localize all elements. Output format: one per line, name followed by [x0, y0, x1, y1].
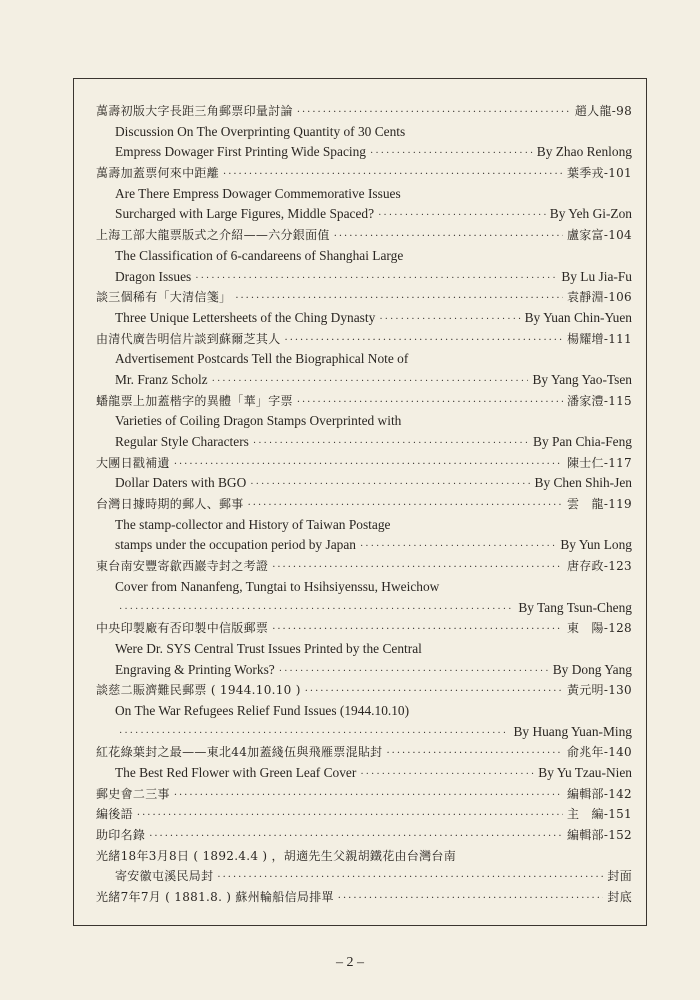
toc-entry-author: By Yang Yao-Tsen	[532, 371, 632, 387]
toc-english-line	[96, 308, 632, 329]
toc-entry-title: 中央印製廠有否印製中信版郵票	[96, 621, 269, 636]
toc-entry-title: On The War Refugees Relief Fund Issues (1944.10.10)	[115, 702, 410, 718]
toc-chinese-line	[96, 453, 632, 474]
toc-english-line	[96, 763, 632, 784]
toc-chinese-line	[96, 742, 632, 763]
toc-english-line	[96, 577, 632, 598]
toc-entry-author: By Yu Tzau-Nien	[538, 765, 632, 780]
toc-entry-author-page: 袁靜淵-106	[566, 290, 632, 305]
leader-dots	[285, 331, 563, 352]
toc-entry-title: 紅花綠葉封之最——東北44加蓋綫伍與飛雁票混貼封	[96, 745, 383, 760]
toc-entry-title: 談慈二賑濟難民郵票 ( 1944.10.10 )	[96, 683, 301, 698]
toc-chinese-line	[96, 804, 632, 825]
toc-entry-author-page: 封底	[607, 890, 632, 905]
leader-dots	[305, 682, 563, 703]
toc-entry-title: 東台南安豐寄歙西巖寺封之考證	[96, 559, 269, 574]
toc-entry-title: Cover from Nananfeng, Tungtai to Hsihsiyenssu, Hweichow	[115, 578, 440, 594]
toc-english-line	[96, 660, 632, 681]
toc-entry-author-page: 葉季戎-101	[566, 166, 632, 181]
leader-dots	[149, 827, 563, 848]
toc-chinese-line	[96, 225, 632, 246]
toc-entry-title: Three Unique Lettersheets of the Ching Dynasty	[115, 309, 376, 325]
leader-dots	[248, 496, 563, 517]
toc-english-line	[96, 432, 632, 453]
toc-entry-author-page: 楊耀增-111	[566, 331, 632, 346]
toc-entry-title: Are There Empress Dowager Commemorative Issues	[115, 185, 401, 201]
toc-english-line	[96, 204, 632, 225]
toc-english-line	[96, 122, 632, 143]
leader-dots	[297, 393, 563, 414]
toc-entry-title: 談三個稀有「大清信箋」	[96, 290, 232, 305]
toc-entry-title: 由清代廣告明信片談到蘇爾芝其人	[96, 331, 281, 346]
toc-entry-author-page: 陳士仁-117	[566, 455, 632, 470]
toc-entry-author-page: 東 陽-128	[566, 621, 632, 636]
toc-entry-author-page: 主 編-151	[566, 807, 632, 822]
toc-entry-title: stamps under the occupation period by Japan	[115, 537, 356, 553]
toc-entry-author-page: 編輯部-152	[566, 828, 632, 843]
toc-english-line	[96, 349, 632, 370]
toc-entry-author: By Yeh Gi-Zon	[549, 206, 632, 222]
toc-entry-author-page: 俞兆年-140	[566, 745, 632, 760]
leader-dots	[272, 558, 563, 579]
toc-english-line	[96, 142, 632, 163]
toc-entry-title: 蟠龍票上加蓋楷字的異體「華」字票	[96, 393, 293, 408]
toc-entry-author: By Pan Chia-Feng	[533, 434, 632, 449]
leader-dots	[386, 744, 562, 765]
toc-chinese-line	[96, 287, 632, 308]
toc-entry-author: By Chen Shih-Jen	[534, 475, 632, 491]
toc-entry-author: By Huang Yuan-Ming	[513, 723, 632, 739]
leader-dots	[379, 310, 520, 331]
toc-entry-author-page: 編輯部-142	[566, 786, 632, 801]
toc-english-line	[96, 473, 632, 494]
toc-entry-title: Mr. Franz Scholz	[115, 371, 208, 387]
leader-dots	[137, 806, 563, 827]
toc-entry-author-page: 封面	[607, 869, 632, 884]
toc-entry-author: By Zhao Renlong	[536, 144, 632, 160]
toc-entry-author: By Lu Jia-Fu	[561, 268, 632, 284]
leader-dots	[334, 227, 563, 248]
toc-chinese-line	[96, 163, 632, 184]
toc-chinese-line	[96, 556, 632, 577]
toc-entry-title: Surcharged with Large Figures, Middle Spaced?	[115, 206, 375, 222]
toc-entry-title: Engraving & Printing Works?	[115, 661, 275, 677]
toc-chinese-line	[96, 101, 632, 122]
leader-dots	[119, 600, 514, 621]
toc-english-line	[96, 184, 632, 205]
toc-entry-title: Were Dr. SYS Central Trust Issues Printed by the Central	[115, 640, 422, 656]
leader-dots	[212, 372, 529, 393]
toc-entry-title: 編後語	[96, 807, 133, 822]
toc-entry-title: Varieties of Coiling Dragon Stamps Overprinted with	[115, 413, 402, 429]
toc-entry-author-page: 潘家澧-115	[566, 393, 632, 408]
toc-chinese-line	[96, 784, 632, 805]
toc-entry-author: By Yuan Chin-Yuen	[524, 309, 632, 325]
toc-chinese-line	[96, 391, 632, 412]
toc-entry-title: 寄安徽屯溪民局封	[115, 869, 214, 884]
toc-entry-title: 萬壽加蓋票何來中距離	[96, 166, 220, 181]
leader-dots	[119, 724, 509, 745]
toc-entry-title: Dollar Daters with BGO	[115, 475, 247, 491]
page-number: – 2 –	[336, 955, 364, 970]
leader-dots	[235, 289, 563, 310]
leader-dots	[378, 206, 546, 227]
toc-entry-author-page: 趙人龍-98	[574, 104, 632, 118]
toc-entry-title: The stamp-collector and History of Taiwan Postage	[115, 516, 391, 532]
toc-english-line	[96, 701, 632, 722]
toc-entry-author: By Yun Long	[560, 537, 632, 553]
toc-entry-title: Advertisement Postcards Tell the Biographical Note of	[115, 351, 409, 367]
toc-chinese-line	[96, 329, 632, 350]
toc-entry-author: By Dong Yang	[552, 661, 632, 677]
contents-frame	[73, 78, 647, 926]
toc-entry-title: Dragon Issues	[115, 268, 192, 284]
leader-dots	[360, 765, 534, 786]
toc-entry-title: 光緒18年3月8日 ( 1892.4.4 ) ，胡適先生父親胡鐵花由台灣台南	[96, 848, 456, 863]
toc-entry-title: 上海工部大龍票版式之介紹——六分銀面值	[96, 228, 330, 243]
leader-dots	[253, 434, 529, 455]
toc-chinese-line	[96, 825, 632, 846]
leader-dots	[360, 537, 556, 558]
toc-entry-title: 萬壽初版大字長距三角郵票印量討論	[96, 104, 293, 118]
toc-english-line	[96, 598, 632, 619]
toc-chinese-line	[96, 846, 632, 867]
leader-dots	[338, 889, 604, 910]
toc-entry-title: The Best Red Flower with Green Leaf Cover	[115, 765, 357, 780]
toc-chinese-line	[96, 494, 632, 515]
toc-english-line	[96, 411, 632, 432]
leader-dots	[174, 786, 563, 807]
toc-english-line	[96, 639, 632, 660]
toc-english-line	[96, 722, 632, 743]
toc-entry-title: 光緒7年7月 ( 1881.8. ) 蘇州輪船信局排單	[96, 890, 334, 905]
toc-entry-author: By Tang Tsun-Cheng	[518, 599, 632, 615]
toc-chinese-line	[96, 618, 632, 639]
table-of-contents	[96, 101, 632, 908]
leader-dots	[195, 269, 557, 290]
toc-entry-author-page: 唐存政-123	[566, 559, 632, 574]
toc-english-line	[96, 246, 632, 267]
toc-english-line	[96, 267, 632, 288]
toc-entry-title: Regular Style Characters	[115, 434, 249, 449]
toc-chinese-line	[96, 680, 632, 701]
leader-dots	[223, 165, 563, 186]
leader-dots	[370, 144, 533, 165]
toc-english-line	[96, 515, 632, 536]
toc-english-line	[96, 370, 632, 391]
leader-dots	[297, 103, 571, 124]
leader-dots	[217, 868, 603, 889]
leader-dots	[250, 475, 530, 496]
toc-entry-title: The Classification of 6-candareens of Shanghai Large	[115, 247, 404, 263]
toc-entry-author-page: 盧家富-104	[566, 228, 632, 243]
toc-entry-author-page: 黃元明-130	[566, 683, 632, 698]
toc-entry-title: 台灣日據時期的郵人、郵事	[96, 497, 244, 512]
toc-entry-title: Empress Dowager First Printing Wide Spacing	[115, 144, 367, 160]
toc-entry-title: 大團日戳補遺	[96, 455, 170, 470]
toc-entry-title: 助印名錄	[96, 828, 146, 843]
toc-entry-author-page: 雲 龍-119	[566, 497, 632, 512]
toc-entry-title: Discussion On The Overprinting Quantity of 30 Cents	[115, 123, 406, 139]
toc-chinese-line	[96, 887, 632, 908]
toc-chinese-line	[96, 866, 632, 887]
toc-english-line	[96, 535, 632, 556]
toc-entry-title: 郵史會二三事	[96, 786, 170, 801]
leader-dots	[279, 662, 549, 683]
leader-dots	[272, 620, 563, 641]
leader-dots	[174, 455, 563, 476]
